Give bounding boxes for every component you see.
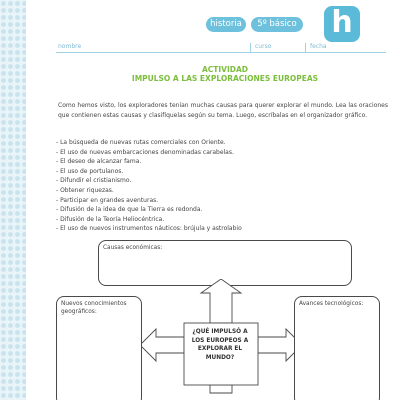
center-question: ¿QUÉ IMPULSÓ A LOS EUROPEOS A EXPLORAR EL MUNDO?: [191, 329, 249, 361]
up-arrow: [201, 279, 241, 323]
list-item: - La búsqueda de nuevas rutas comerciales con Oriente.: [56, 138, 386, 148]
subject-badge: historia: [206, 17, 246, 32]
tech-advances-box[interactable]: [294, 296, 380, 400]
course-field-label: curso: [255, 43, 272, 50]
causes-list: [56, 138, 386, 234]
list-item: - Difundir el cristianismo.: [56, 176, 386, 186]
grade-level-badge: 5º básico: [251, 17, 303, 32]
date-field-label: fecha: [310, 43, 327, 50]
name-field-label: nombre: [58, 43, 82, 50]
activity-title: IMPULSO A LAS EXPLORACIONES EUROPEAS: [131, 74, 319, 83]
instructions-paragraph: Como hemos visto, los exploradores tenían muchas causas para querer explorar el mundo. Lea las oraciones que contienen estas causas y clasifíquelas según su tema. Luego, escríbalas en el organizador gráfico.: [58, 102, 388, 119]
dotted-margin: [0, 0, 26, 400]
geographic-knowledge-label: Nuevos conocimientos geográficos:: [61, 301, 127, 315]
geographic-knowledge-box[interactable]: [56, 296, 142, 400]
student-info-line: [56, 43, 386, 53]
left-arrow: [140, 329, 184, 361]
tech-advances-label: Avances tecnológicos:: [299, 301, 364, 307]
down-arrow: [210, 385, 232, 393]
list-item: - Obtener riquezas.: [56, 186, 386, 196]
history-logo-icon: h: [324, 6, 360, 42]
field-divider: [305, 43, 306, 53]
list-item: - El uso de nuevas embarcaciones denominadas carabelas.: [56, 148, 386, 158]
list-item: - El deseo de alcanzar fama.: [56, 157, 386, 167]
economic-causes-label: Causas económicas:: [103, 245, 163, 251]
list-item: - El uso de nuevos instrumentos náuticos: brújula y astrolabio: [56, 224, 386, 234]
list-item: - Difusión de la idea de que la Tierra es redonda.: [56, 205, 386, 215]
list-item: - El uso de portulanos.: [56, 167, 386, 177]
field-divider: [250, 43, 251, 53]
list-item: - Participar en grandes aventuras.: [56, 196, 386, 206]
activity-heading: ACTIVIDAD: [201, 65, 249, 74]
list-item: - Difusión de la Teoría Heliocéntrica.: [56, 215, 386, 225]
